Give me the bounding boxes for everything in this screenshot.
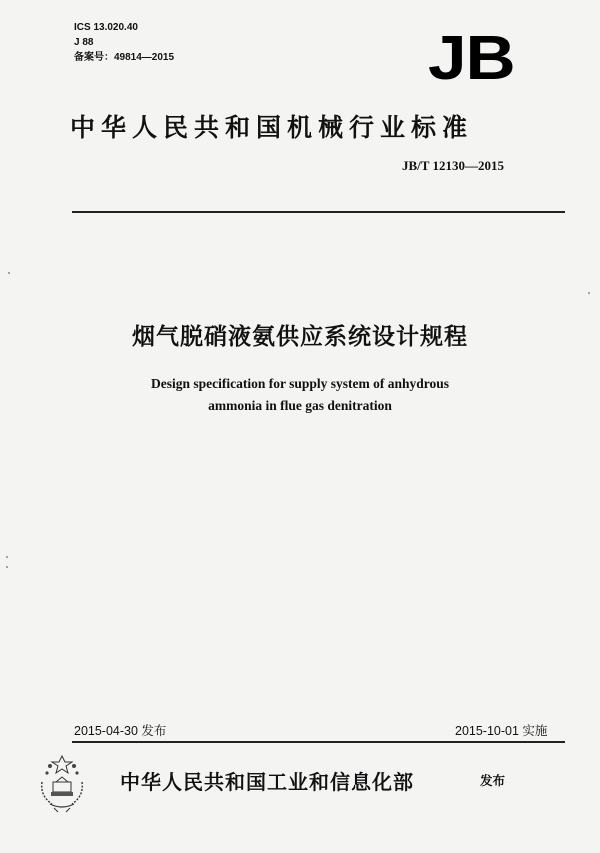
national-emblem-icon <box>36 752 88 814</box>
title-english <box>0 373 600 417</box>
title-english-line-2: ammonia in flue gas denitration <box>208 398 392 413</box>
ccs-code: J 88 <box>74 37 94 48</box>
implementation-date: 2015-10-01 实施 <box>455 724 548 738</box>
jb-logo: JB <box>428 24 515 93</box>
issue-date: 2015-04-30 发布 <box>74 724 167 738</box>
top-divider <box>72 211 565 213</box>
scan-speck <box>6 566 8 568</box>
issuer-name: 中华人民共和国工业和信息化部 <box>120 770 414 794</box>
bottom-divider <box>72 741 565 743</box>
standard-number: JB/T 12130—2015 <box>402 158 504 173</box>
scan-speck <box>588 292 590 294</box>
classification-block <box>74 20 174 65</box>
issuer-suffix: 发布 <box>480 773 506 788</box>
ics-code: ICS 13.020.40 <box>74 22 138 33</box>
scan-speck <box>6 556 8 558</box>
standard-type-heading: 中华人民共和国机械行业标准 <box>70 113 474 142</box>
title-english-line-1: Design specification for supply system of anhydrous <box>150 376 450 391</box>
title-chinese: 烟气脱硝液氨供应系统设计规程 <box>132 324 468 350</box>
scan-speck <box>8 272 10 274</box>
filing-number: 备案号：49814—2015 <box>74 52 175 63</box>
